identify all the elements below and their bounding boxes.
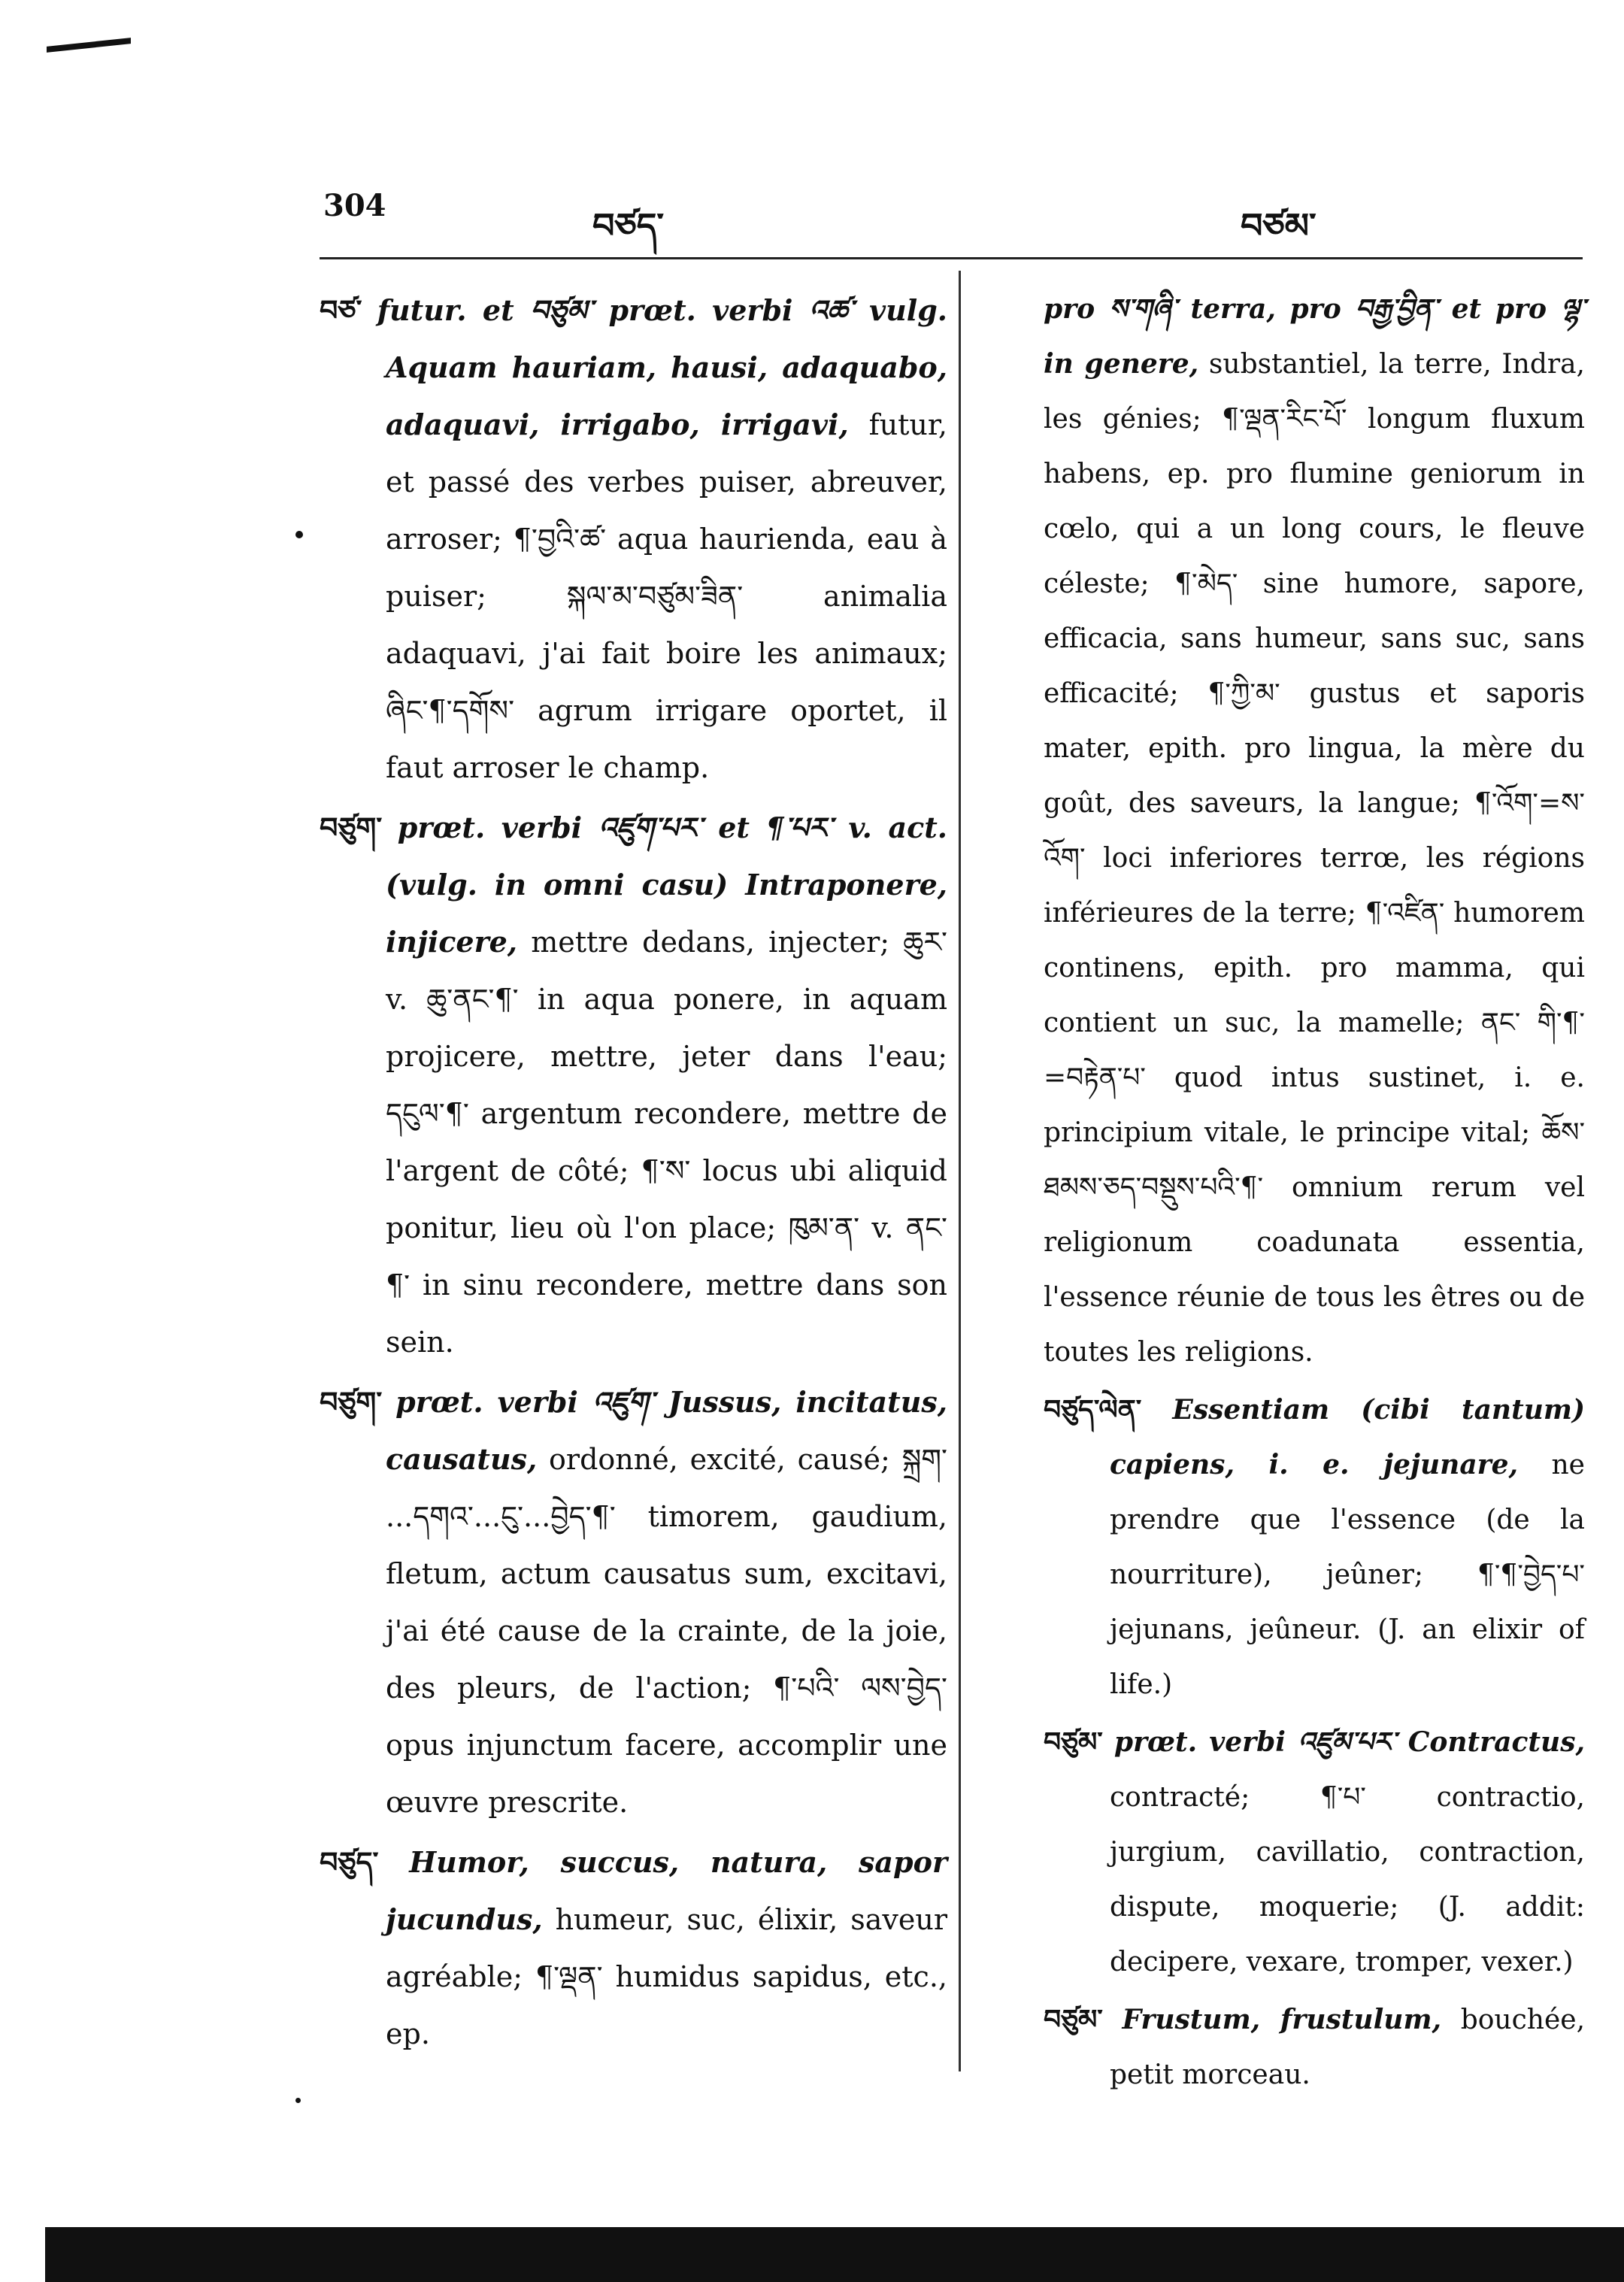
entry-latin: prœt. verbi འཛུམ་པར་ Contractus, [1113,1726,1585,1758]
entry-latin: futur. et བཙུམ་ prœt. verbi འཚ་ vulg. Aquam hauriam, hausi, adaquabo, adaquavi, irrigabo, irrigavi, [377,293,947,441]
entry-headword: བཙ་ [320,293,362,327]
right-column [1044,282,1585,2105]
entry-french: futur, et passé des verbes puiser, abreuver, arroser; ¶་བྱའི་ཚ་ aqua haurienda, eau à puiser; སྐལ་མ་བཙུམ་ཟིན་ animalia adaquavi, j'ai fait boire les animaux; ཞིང་¶་དགོས་ agrum irrigare oportet, il faut arroser le champ. [386,408,947,784]
entry-french: ne prendre que l'essence (de la nourriture), jeûner; ¶་¶་བྱེད་པ་ jejunans, jeûneur. (J. an elixir of life.) [1110,1450,1585,1700]
dictionary-entry-continued [1044,282,1585,1380]
dictionary-entry [320,1374,947,1831]
entry-headword: བཙུག་ [320,1385,383,1419]
entry-headword: བཙུད་ལེན་ [1044,1394,1142,1426]
entry-latin: Frustum, frustulum, [1122,2004,1442,2035]
entry-headword: བཙུག་ [320,811,383,844]
entry-latin: prœt. verbi འཛུག་པར་ et ¶་པར་ v. act. (vulg. in omni casu) Intraponere, injicere, [386,811,947,959]
entry-french: humeur, suc, élixir, saveur agréable; ¶་ལྡན་ humidus sapidus, etc., ep. [386,1903,947,2050]
entry-french: mettre dedans, injecter; ཆུར་ v. ཆུ་ནང་¶་ in aqua ponere, in aquam projicere, mettre, jeter dans l'eau; དངུལ་¶་ argentum recondere, mettre de l'argent de côté; ¶་ས་ locus ubi aliquid ponitur, lieu où l'on place; ཁུམ་ན་ v. ནང་¶་ in sinu recondere, mettre dans son sein. [386,926,947,1359]
dictionary-entry [320,282,947,796]
left-running-head: བཙད་ [592,205,665,246]
column-divider [959,271,961,2071]
margin-speck [295,531,303,538]
right-running-head: བཙམ་ [1241,205,1316,246]
dictionary-entry [320,799,947,1371]
dictionary-entry [320,1834,947,2062]
margin-speck [295,2098,301,2103]
scan-bottom-bar [45,2227,1624,2282]
entry-latin: Essentiam (cibi tantum) capiens, i. e. jejunare, [1110,1394,1585,1480]
dictionary-entry [1044,1715,1585,1990]
entry-latin: prœt. verbi འཛུག་ Jussus, incitatus, causatus, [386,1385,947,1476]
left-column [320,282,947,2065]
entry-french: contracté; ¶་པ་ contractio, jurgium, cavillatio, contraction, dispute, moquerie; (J. addit: decipere, vexare, tromper, vexer.) [1110,1782,1585,1977]
entry-headword: བཙུམ་ [1044,1726,1103,1758]
header-rule [320,257,1583,259]
entry-french: substantiel, la terre, Indra, les génies; ¶་ལྡན་རིང་པོ་ longum fluxum habens, ep. pro flumine geniorum in cœlo, qui a un long cours, le fleuve céleste; ¶་མེད་ sine humore, sapore, efficacia, sans humeur, sans suc, sans efficacité; ¶་ཀྱི་མ་ gustus et saporis mater, epith. pro lingua, la mère du goût, des saveurs, la langue; ¶་འོག་=ས་ འོག་ loci inferiores terrœ, les régions inférieures de la terre; ¶་འཛིན་ humorem continens, epith. pro mamma, qui contient un suc, la mamelle; ནང་ གི་¶་=བརྟེན་པ་ quod intus sustinet, i. e. principium vitale, le principe vital; ཆོས་ཐམས་ཅད་བསྡུས་པའི་¶་ omnium rerum vel religionum coadunata essentia, l'essence réunie de tous les êtres ou de toutes les religions. [1044,349,1585,1368]
entry-headword: བཙུམ་ [1044,2004,1103,2035]
entry-latin: pro ས་གཞི་ terra, pro བརྒྱ་བྱིན་ et pro ལྷ་ in genere, [1044,293,1585,380]
dictionary-entry [1044,1993,1585,2102]
entry-french: bouchée, petit morceau. [1110,2005,1586,2090]
entry-french: ordonné, excité, causé; སྐྲག་ ...དགའ་...ངུ་...བྱེད་¶་ timorem, gaudium, fletum, actum causatus sum, excitavi, j'ai été cause de la crainte, de la joie, des pleurs, de l'action; ¶་པའི་ ལས་བྱེད་ opus injunctum facere, accomplir une œuvre prescrite. [386,1443,947,1819]
entry-latin: Humor, succus, natura, sapor jucundus, [386,1845,947,1936]
page-number: 304 [323,188,386,223]
entry-headword: བཙུད་ [320,1845,379,1879]
dictionary-entry [1044,1383,1585,1712]
corner-mark [47,38,131,53]
